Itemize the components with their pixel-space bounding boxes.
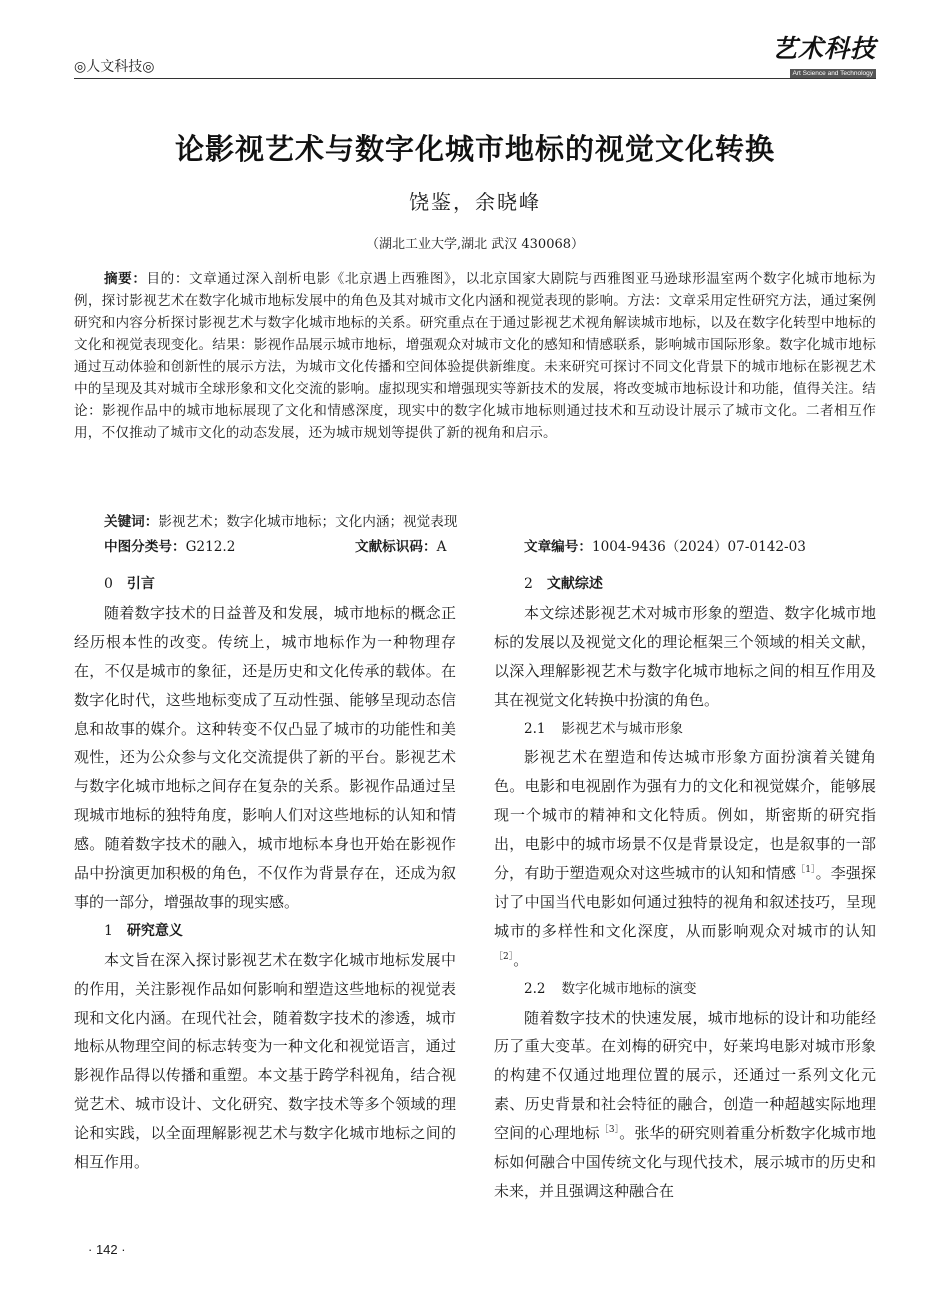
right-column: [494, 570, 876, 1206]
keywords: [104, 510, 457, 530]
subsection-title: 影视艺术与城市形象: [561, 720, 683, 737]
digital-landmark-paragraph: [494, 1004, 876, 1206]
citation-marker: ［2］: [494, 951, 514, 962]
literature-review-paragraph: 本文综述影视艺术对城市形象的塑造、数字化城市地标的发展以及视觉文化的理论框架三个领域的相关文献，以深入理解影视艺术与数字化城市地标之间的相互作用及其在视觉文化转换中扮演的角色。: [494, 603, 876, 709]
introduction-paragraph: 随着数字技术的日益普及和发展，城市地标的概念正经历根本性的改变。传统上，城市地标作为一种物理存在，不仅是城市的象征，还是历史和文化传承的载体。在数字化时代，这些地标变成了互动性强、能够呈现动态信息和故事的媒介。这种转变不仅凸显了城市的功能性和美观性，还为公众参与文化交流提供了新的平台。影视艺术与数字化城市地标之间存在复杂的关系。影视作品通过呈现城市地标的独特角度，影响人们对这些地标的认知和情感。随着数字技术的融入，城市地标本身也开始在影视作品中扮演更加积极的角色，不仅作为背景存在，还成为叙事的一部分，增强故事的现实感。: [74, 603, 456, 911]
paragraph-text: 影视艺术在塑造和传达城市形象方面扮演着关键角色。电影和电视剧作为强有力的文化和视觉媒介，能够展现一个城市的精神和文化特质。例如，斯密斯的研究指出，电影中的城市场景不仅是背景设定，也是叙事的一部分，有助于塑造观众对这些城市的认知和情感: [494, 748, 876, 883]
abstract-text: 目的：文章通过深入剖析电影《北京遇上西雅图》，以北京国家大剧院与西雅图亚马逊球形温室两个数字化城市地标为例，探讨影视艺术在数字化城市地标发展中的角色及其对城市文化内涵和视觉表现的影响。方法：文章采用定性研究方法，通过案例研究和内容分析探讨影视艺术与数字化城市地标的关系。研究重点在于通过影视艺术视角解读城市地标，以及在数字化转型中地标的文化和视觉表现变化。结果：影视作品展示城市地标，增强观众对城市文化的感知和情感联系，影响城市国际形象。数字化城市地标通过互动体验和创新性的展示方法，为城市文化传播和空间体验提供新维度。未来研究可探讨不同文化背景下的城市地标在影视艺术中的呈现及其对城市全球形象和文化交流的影响。虚拟现实和增强现实等新技术的发展，将改变城市地标设计和功能，值得关注。结论：影视作品中的城市地标展现了文化和情感深度，现实中的数字化城市地标则通过技术和互动设计展示了城市文化。二者相互作用，不仅推动了城市文化的动态发展，还为城市规划等提供了新的视角和启示。: [74, 271, 876, 441]
document-code: [355, 535, 446, 555]
header-rule: [74, 78, 876, 79]
keywords-label: 关键词：: [104, 514, 159, 530]
section-heading-introduction: [74, 570, 456, 599]
article-number-value: 1004-9436（2024）07-0142-03: [591, 539, 806, 555]
author-affiliation: （湖北工业大学,湖北 武汉 430068）: [365, 237, 585, 252]
article-number-label: 文章编号：: [524, 539, 592, 555]
subsection-heading-digital-landmark-evolution: [494, 975, 876, 1004]
clc-label: 中图分类号：: [104, 539, 186, 555]
article-title: 论影视艺术与数字化城市地标的视觉文化转换: [174, 132, 775, 166]
abstract-label: 摘要：: [104, 271, 147, 287]
paragraph-text: 。张华的研究则着重分析数字化城市地标如何融合中国传统文化与现代技术，展示城市的历史和未来，并且强调这种融合在: [494, 1124, 876, 1200]
section-number: 1: [104, 922, 113, 939]
journal-logo-text: 艺术科技: [771, 34, 876, 63]
document-code-label: 文献标识码：: [355, 539, 437, 555]
subsection-number: 2.2: [524, 980, 546, 997]
article-authors: 饶鉴，余晓峰: [409, 190, 541, 214]
section-heading-significance: [74, 917, 456, 946]
section-title: 引言: [126, 576, 155, 592]
journal-logo-english: Art Science and Technology: [790, 69, 876, 78]
section-heading-literature-review: [494, 570, 876, 599]
section-title: 文献综述: [546, 576, 603, 592]
section-number: 0: [104, 576, 113, 592]
paragraph-text: 。: [513, 950, 529, 969]
paragraph-text: 。李强探讨了中国当代电影如何通过独特的视角和叙述技巧，呈现城市的多样性和文化深度，从而影响观众对城市的认知: [494, 864, 876, 940]
citation-marker: ［1］: [796, 865, 816, 876]
film-city-image-paragraph: [494, 743, 876, 974]
abstract: [74, 268, 876, 444]
paragraph-text: 随着数字技术的快速发展，城市地标的设计和功能经历了重大变革。在刘梅的研究中，好莱坞电影对城市形象的构建不仅通过地理位置的展示，还通过一系列文化元素、历史背景和社会特征的融合，创造一种超越实际地理空间的心理地标: [494, 1008, 876, 1143]
section-label: ◎人文科技◎: [74, 59, 155, 75]
clc-number: [104, 535, 235, 555]
journal-logo: [750, 34, 876, 77]
document-code-value: A: [436, 539, 447, 555]
subsection-heading-film-city-image: [494, 715, 876, 744]
article-number: [524, 535, 806, 555]
significance-paragraph: 本文旨在深入探讨影视艺术在数字化城市地标发展中的作用，关注影视作品如何影响和塑造这些地标的视觉表现和文化内涵。在现代社会，随着数字技术的渗透，城市地标从物理空间的标志转变为一种文化和视觉语言，通过影视作品得以传播和重塑。本文基于跨学科视角，结合视觉艺术、城市设计、文化研究、数字技术等多个领域的理论和实践，以全面理解影视艺术与数字化城市地标之间的相互作用。: [74, 950, 456, 1172]
page-number: · 142 ·: [88, 1242, 126, 1257]
page-header: [74, 34, 876, 78]
subsection-number: 2.1: [524, 720, 546, 737]
section-title: 研究意义: [126, 922, 183, 939]
subsection-title: 数字化城市地标的演变: [561, 980, 697, 997]
clc-value: G212.2: [185, 539, 236, 555]
citation-marker: ［3］: [599, 1125, 620, 1136]
left-column: [74, 570, 456, 1177]
keywords-text: 影视艺术；数字化城市地标；文化内涵；视觉表现: [158, 514, 458, 530]
section-number: 2: [524, 576, 533, 592]
